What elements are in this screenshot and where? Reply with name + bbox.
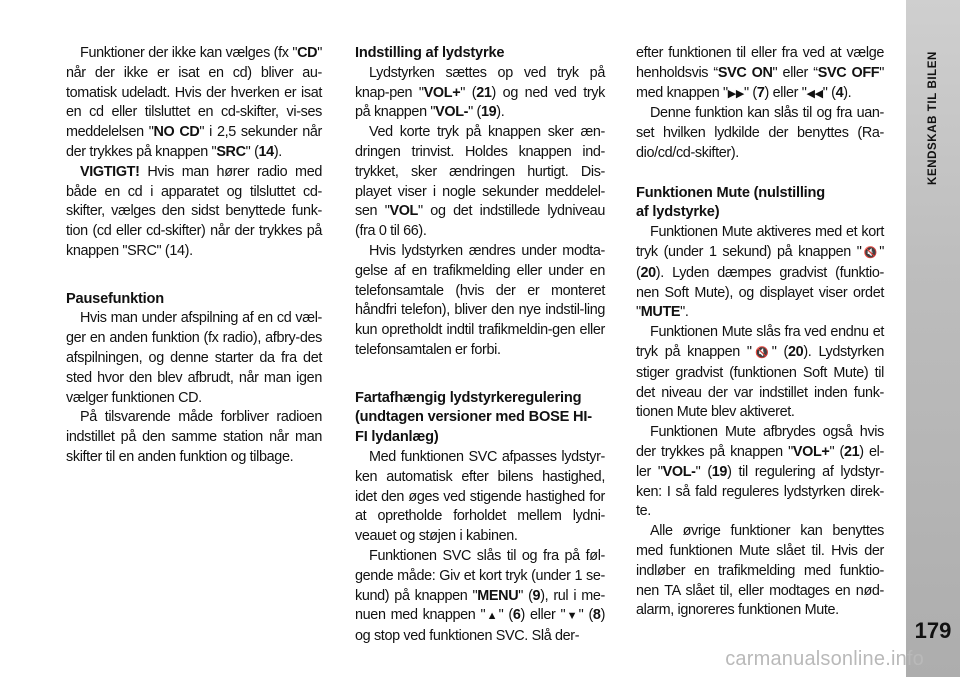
paragraph-volume-1: Lydstyrken sættes op ved tryk på knap-pen "VOL+" (21) og ned ved tryk på knappen "VOL-" (19). — [355, 64, 605, 121]
text-column-3 — [636, 44, 884, 621]
arrow-up-icon: ▲ — [485, 610, 499, 623]
paragraph-svc-2: Funktionen SVC slås til og fra på føl-gende måde: Giv et kort tryk (under 1 se-kund) på knappen "MENU" (9), rul i me-nuen med knappen "▲" (6) eller "▼" (8) og stop ved funktionen SVC. Slå der- — [355, 547, 606, 645]
paragraph-volume-2: Ved korte tryk på knappen sker æn-dringen trinvist. Holdes knappen ind-trykket, sker ændringen hurtigt. Dis-playet viser i nogle sekunder meddelel-sen "VOL" og det indstillede lydniveau (fra 0 til 66). — [355, 124, 605, 240]
paragraph-mute-4: Alle øvrige funktioner kan benyttes med funktionen Mute slået til. Hvis der indløber en trafikmelding med funktio-nen TA slået til, eller modtages en nød-alarm, ignoreres funktionen Mute. — [636, 523, 884, 619]
paragraph-pause-2: På tilsvarende måde forbliver radioen indstillet på den samme station når man skifter til en anden funktion og tilbage. — [66, 409, 322, 465]
mute-icon: 🔇 — [861, 246, 880, 259]
paragraph-svc-continued: efter funktionen til eller fra ved at vælge henholdsvis “SVC ON" eller “SVC OFF" med knappen "▶▶" (7) eller "◀◀" (4). — [636, 45, 884, 101]
watermark: carmanualsonline.info — [725, 648, 924, 670]
heading-pause: Pausefunktion — [66, 290, 164, 307]
arrow-down-icon: ▼ — [565, 610, 579, 623]
paragraph-cd-skip: Funktioner der ikke kan vælges (fx "CD" når der ikke er isat en cd) bliver au-tomatisk udeladt. Hvis der hverken er isat en cd eller tilsluttet en cd-skifter, vi-ses meddelelsen "NO CD" i 2,5 sekunder når der trykkes på knappen "SRC" (14). — [66, 45, 322, 160]
fast-forward-icon: ▶▶ — [727, 87, 744, 100]
text-column-2 — [355, 44, 605, 647]
text-column-1 — [66, 44, 322, 468]
paragraph-svc-source: Denne funktion kan slås til og fra uan-set hvilken lydkilde der benyttes (Ra-dio/cd/cd-skifter). — [636, 105, 884, 161]
paragraph-mute-2: Funktionen Mute slås fra ved endnu et tryk på knappen "🔇" (20). Lydstyrken stiger gradvist (funktionen Soft Mute) til det niveau der var indstillet inden funk-tionen Mute blev aktiveret. — [636, 324, 884, 421]
heading-mute: Funktionen Mute (nulstilling af lydstyrke) — [636, 184, 825, 221]
section-label: KENDSKAB TIL BILEN — [927, 51, 939, 185]
mute-icon: 🔇 — [751, 346, 772, 359]
paragraph-svc-1: Med funktionen SVC afpasses lydstyr-ken automatisk efter bilens hastighed, idet den øges ved stigende hastighed for at opretholde forholdet mellem lydni-veauet og støjen i kabinen. — [355, 448, 605, 545]
heading-svc: Fartafhængig lydstyrkeregulering (undtagen versioner med BOSE HI- FI lydanlæg) — [355, 389, 592, 446]
page-number: 179 — [914, 618, 952, 643]
paragraph-volume-3: Hvis lydstyrken ændres under modta-gelse af en trafikmelding eller under en telefonsamtale (hvis der er monteret håndfri telefon), bliver den nye indstil-ling kun opretholdt indtil trafikmeldin-gen eller telefonsamtalen er forbi. — [355, 242, 605, 358]
paragraph-important-note: VIGTIGT! Hvis man hører radio med både en cd i apparatet og tilsluttet cd-skifter, vælges den sidst benyttede funk-tion (cd eller cd-skifter) når der trykkes på knappen "SRC" (14). — [66, 163, 322, 259]
rewind-icon: ◀◀ — [806, 87, 823, 100]
paragraph-mute-1: Funktionen Mute aktiveres med et kort tryk (under 1 sekund) på knappen "🔇" (20). Lyden dæmpes gradvist (funktio-nen Soft Mute), og displayet viser ordet "MUTE". — [636, 224, 884, 321]
paragraph-pause-1: Hvis man under afspilning af en cd væl-ger en anden funktion (fx radio), afbry-des afspilningen, og denne starter da fra det sted hvor den blev afbrudt, når man igen vælger funktionen CD. — [66, 310, 322, 406]
paragraph-mute-3: Funktionen Mute afbrydes også hvis der trykkes på knappen "VOL+" (21) el-ler "VOL-" (19) til regulering af lydstyr-ken: I så fald reguleres lydstyrken direk-te. — [636, 424, 884, 520]
heading-volume: Indstilling af lydstyrke — [355, 45, 505, 61]
